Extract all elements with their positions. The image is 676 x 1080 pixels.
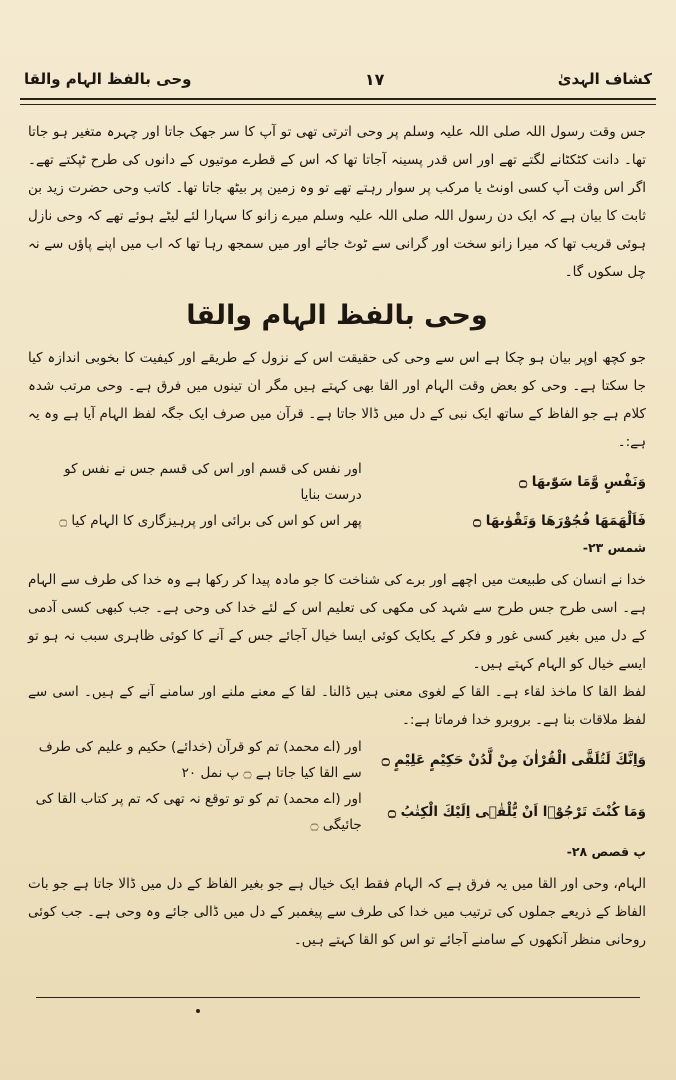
verse-translation: اور (اے محمد) تم کو قرآن (خدائے) حکیم و علیم کی طرف سے القا کیا جاتا ہے ۝ پ نمل ۲۰: [38, 739, 362, 781]
surah-reference: پ قصص ۲۸-: [566, 844, 646, 859]
section-paragraph-2: خدا نے انسان کی طبیعت میں اچھے اور برے کی شناخت کا جو مادہ پیدا کر رکھا ہے وہ خدا کی طرف سے الہام ہے۔ اسی طرح جس طرح سے شہد کی مکھی کی تعلیم اس کے لئے خدا کی وحی ہے۔ جب کبھی کسی آدمی کے دل میں بغیر کسی غور و فکر کے یکایک کوئی ایسا خیال آجائے جس کے آنے کا کوئی ظاہری سبب نہ ہو تو ایسے خیال کو الہام کہتے ہیں۔: [28, 572, 646, 672]
surah-reference: شمس ۲۳-: [582, 540, 646, 555]
verse-row: [28, 786, 646, 838]
verse-translation: اور نفس کی قسم اور اس کی قسم جس نے نفس کو درست بنایا: [64, 461, 362, 503]
verse-row: [28, 456, 646, 508]
book-title: کشاف الہدیٰ: [557, 70, 652, 88]
section-heading: وحی بالفظ الہام والقا: [186, 300, 488, 331]
verse-translation: پھر اس کو اس کی برائی اور پرہیزگاری کا الہام کیا ۝: [59, 513, 362, 529]
header-rule: [20, 98, 656, 105]
verse-translation: اور (اے محمد) تم کو تو توقع نہ تھی کہ تم پر کتاب القا کی جائیگی ۝: [35, 791, 362, 833]
section-paragraph-3: لفظ القا کا ماخذ لقاء ہے۔ القا کے لغوی معنی ہیں ڈالنا۔ لقا کے معنے ملنے اور سامنے آنے کے ہیں۔ اسی سے لفظ ملاقات بنا ہے۔ بروبرو خدا فرماتا ہے:۔: [28, 684, 646, 728]
running-section-title: وحی بالفظ الہام والقا: [24, 70, 192, 88]
intro-paragraph: جس وقت رسول اللہ صلی اللہ علیہ وسلم پر وحی اترتی تھی تو آپ کا سر جھک جاتا اور چہرہ متغیر ہو جاتا تھا۔ دانت کٹکٹانے لگتے تھے اور اس قدر پسینہ آجاتا تھا کہ اس کے قطرے موتیوں کے دانوں کی طرح ٹپکتے تھے۔ اگر اس وقت آپ کسی اونٹ یا مرکب پر سوار رہتے تھے تو وہ زمین پر بیٹھ جاتا تھا۔ کاتب وحی حضرت زید بن ثابت کا بیان ہے کہ ایک دن رسول اللہ صلی اللہ علیہ وسلم میرے زانو کا سہارا لئے لیٹے ہوئے تھے کہ وحی نازل ہوئی قریب تھا کہ میرا زانو سخت اور گرانی سے ٹوٹ جائے اور میں سمجھ رہا تھا کہ اب میں اپنے پاؤں سے نہ چل سکوں گا۔: [28, 124, 646, 280]
arabic-verse: وَنَفْسٍ وَّمَا سَوّٰىهَا ۝: [519, 474, 646, 490]
page-header: [24, 62, 652, 96]
arabic-verse: وَاِنَّكَ لَتُلَقَّى الْقُرْاٰنَ مِنْ لَّدُنْ حَكِيْمٍ عَلِيْمٍ ۝: [381, 752, 646, 768]
arabic-verse: فَاَلْهَمَهَا فُجُوْرَهَا وَتَقْوٰىهَا ۝: [473, 513, 646, 529]
page-body: [28, 118, 646, 954]
verse-row: [28, 734, 646, 786]
section-paragraph-1: جو کچھ اوپر بیان ہو چکا ہے اس سے وحی کی حقیقت اس کے نزول کے طریقے اور کیفیت کا بخوبی اندازہ کیا جا سکتا ہے۔ وحی کو بعض وقت الہام اور القا بھی کہتے ہیں مگر ان تینوں میں فرق ہے۔ وحی مرتب شدہ کلام ہے جو الفاظ کے ساتھ ایک نبی کے دل میں ڈالا جاتا ہے۔ قرآن میں صرف ایک جگہ لفظ الہام آیا ہے وہ یہ ہے:۔: [28, 350, 646, 450]
section-paragraph-4: الہام، وحی اور القا میں یہ فرق ہے کہ الہام فقط ایک خیال ہے جو بغیر الفاظ کے دل میں ڈالا جاتا ہے جو بات الفاظ کے ذریعے جملوں کی ترتیب میں خدا کی طرف سے پیغمبر کے دل میں ڈالی جائے وہ وحی ہے۔ جب کوئی روحانی منظر آنکھوں کے سامنے آجائے تو اس کو القا کہتے ہیں۔: [28, 876, 646, 948]
page-number: ۱۷: [364, 69, 385, 89]
footer-rule: [36, 997, 640, 998]
arabic-verse: وَمَا كُنْتَ تَرْجُوْۤا اَنْ يُّلْقٰۤى اِلَيْكَ الْكِتٰبُ ۝: [387, 804, 646, 820]
verse-row: [28, 508, 646, 534]
footer-dot: [196, 1009, 200, 1013]
